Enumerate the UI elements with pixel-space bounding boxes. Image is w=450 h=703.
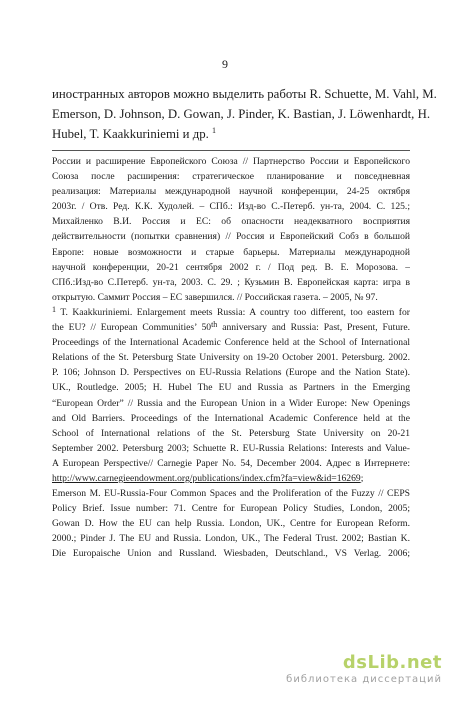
ordinal-superscript: th <box>211 320 218 330</box>
footnotes-block <box>52 154 410 562</box>
footnote-line: СПб.:Изд-во С.Петерб. ун-та, 2003. С. 29. ; Кузьмин В. Европейская карта: игра в <box>52 276 410 288</box>
footnote-line: действительности (попытки сравнения) // Россия и Европейский Собз в большой <box>52 231 410 243</box>
footnote-line: Европе: новые возможности и старые барьеры. Материалы международной <box>52 246 410 258</box>
body-paragraph <box>52 84 437 144</box>
body-line-last <box>52 124 410 144</box>
footnote-line: 2003г. / Отв. Ред. К.К. Худолей. – СПб.: Изд-во С.-Петерб. ун-та, 2004. С. 125.; <box>52 201 410 213</box>
footnote-link-line <box>52 471 410 486</box>
footnote-line: 2000.; Pinder J. The EU and Russia. London, UK., The Federal Trust. 2002; Bastian K. <box>52 533 410 545</box>
footnote-line: Policy Brief. Issue number: 71. Centre for European Policy Studies, London, 2005; <box>52 503 410 515</box>
footnote-line: P. 106; Johnson D. Perspectives on EU-Russia Relations (Europe and the Nation State). <box>52 367 410 379</box>
footnote-1-text: T. Kaakkuriniemi. Enlargement meets Russia: A country too different, too eastern for <box>60 306 410 318</box>
footnote-1-marker: 1 <box>52 304 56 314</box>
footnote-line: A European Perspective// Carnegie Paper No. 54, December 2004. Адрес в Интернете: <box>52 457 410 469</box>
footnote-line: Союза после расширения: стратегическое планирование и повседневная <box>52 171 410 183</box>
footnote-text: anniversary and Russia: Past, Present, Future. <box>217 322 410 334</box>
carnegie-url-link[interactable]: http://www.carnegieendowment.org/publications/index.cfm?fa=view&id=16269 <box>52 472 361 484</box>
footnote-line: Die Europaische Union and Russland. Wiesbaden, Deutschland., VS Verlag. 2006; <box>52 548 410 560</box>
link-punctuation: ; <box>360 472 364 484</box>
body-line: иностранных авторов можно выделить работы R. Schuette, M. Vahl, M. <box>52 87 437 101</box>
footnote-separator <box>52 150 410 151</box>
footnote-line: UK., Routledge. 2005; H. Hubel The EU and Russia as Partners in the Emerging <box>52 382 410 394</box>
footnote-line: реализация: Материалы международной научной конференции, 24-25 октября <box>52 186 410 198</box>
footnote-line: “European Order” // Russia and the European Union in a Wider Europe: New Openings <box>52 397 410 409</box>
footnote-line: Gowan D. How the EU can help Russia. London, UK., Centre for European Reform. <box>52 518 410 530</box>
footnote-line: научной конференции, 20-21 сентября 2002 г. / Под ред. В. Е. Морозова. – <box>52 261 410 273</box>
watermark <box>286 652 442 685</box>
footnote-line <box>52 320 410 335</box>
footnote-reference: 1 <box>212 126 217 135</box>
footnote-text: the EU? // European Communities’ 50 <box>52 322 212 334</box>
body-line-text: Hubel, T. Kaakkuriniemi и др. <box>52 127 209 141</box>
watermark-logo: dsLib.net <box>342 652 442 673</box>
watermark-tagline: библиотека диссертаций <box>286 674 442 685</box>
footnote-line: Михайленко В.И. Россия и ЕС: об опасности неадекватного восприятия <box>52 216 410 228</box>
footnote-line: School of International relations of the St. Petersburg State University on 20-21 <box>52 427 410 439</box>
footnote-line: September 2002. Petersburg 2003; Schuette R. EU-Russia Relations: Interests and Value- <box>52 442 410 454</box>
footnote-line: Emerson M. EU-Russia-Four Common Spaces and the Proliferation of the Fuzzy // CEPS <box>52 488 410 500</box>
footnote-line: открытую. Саммит Россия – ЕС завершился. // Российская газета. – 2005, № 97. <box>52 291 378 303</box>
footnote-line: России и расширение Европейского Союза // Партнерство России и Европейского <box>52 156 410 167</box>
footnote-line: Proceedings of the International Academic Conference held at the School of International <box>52 337 410 349</box>
page-number: 9 <box>222 57 228 71</box>
body-line: Emerson, D. Johnson, D. Gowan, J. Pinder, K. Bastian, J. Löwenhardt, H. <box>52 107 431 121</box>
footnote-line: Relations of the St. Petersburg State University on 19-20 October 2001. Petersburg. 2002. <box>52 352 410 364</box>
footnote-line: and Old Barriers. Proceedings of the International Academic Conference held at the <box>52 412 410 424</box>
footnote-1-first-line <box>52 305 410 320</box>
